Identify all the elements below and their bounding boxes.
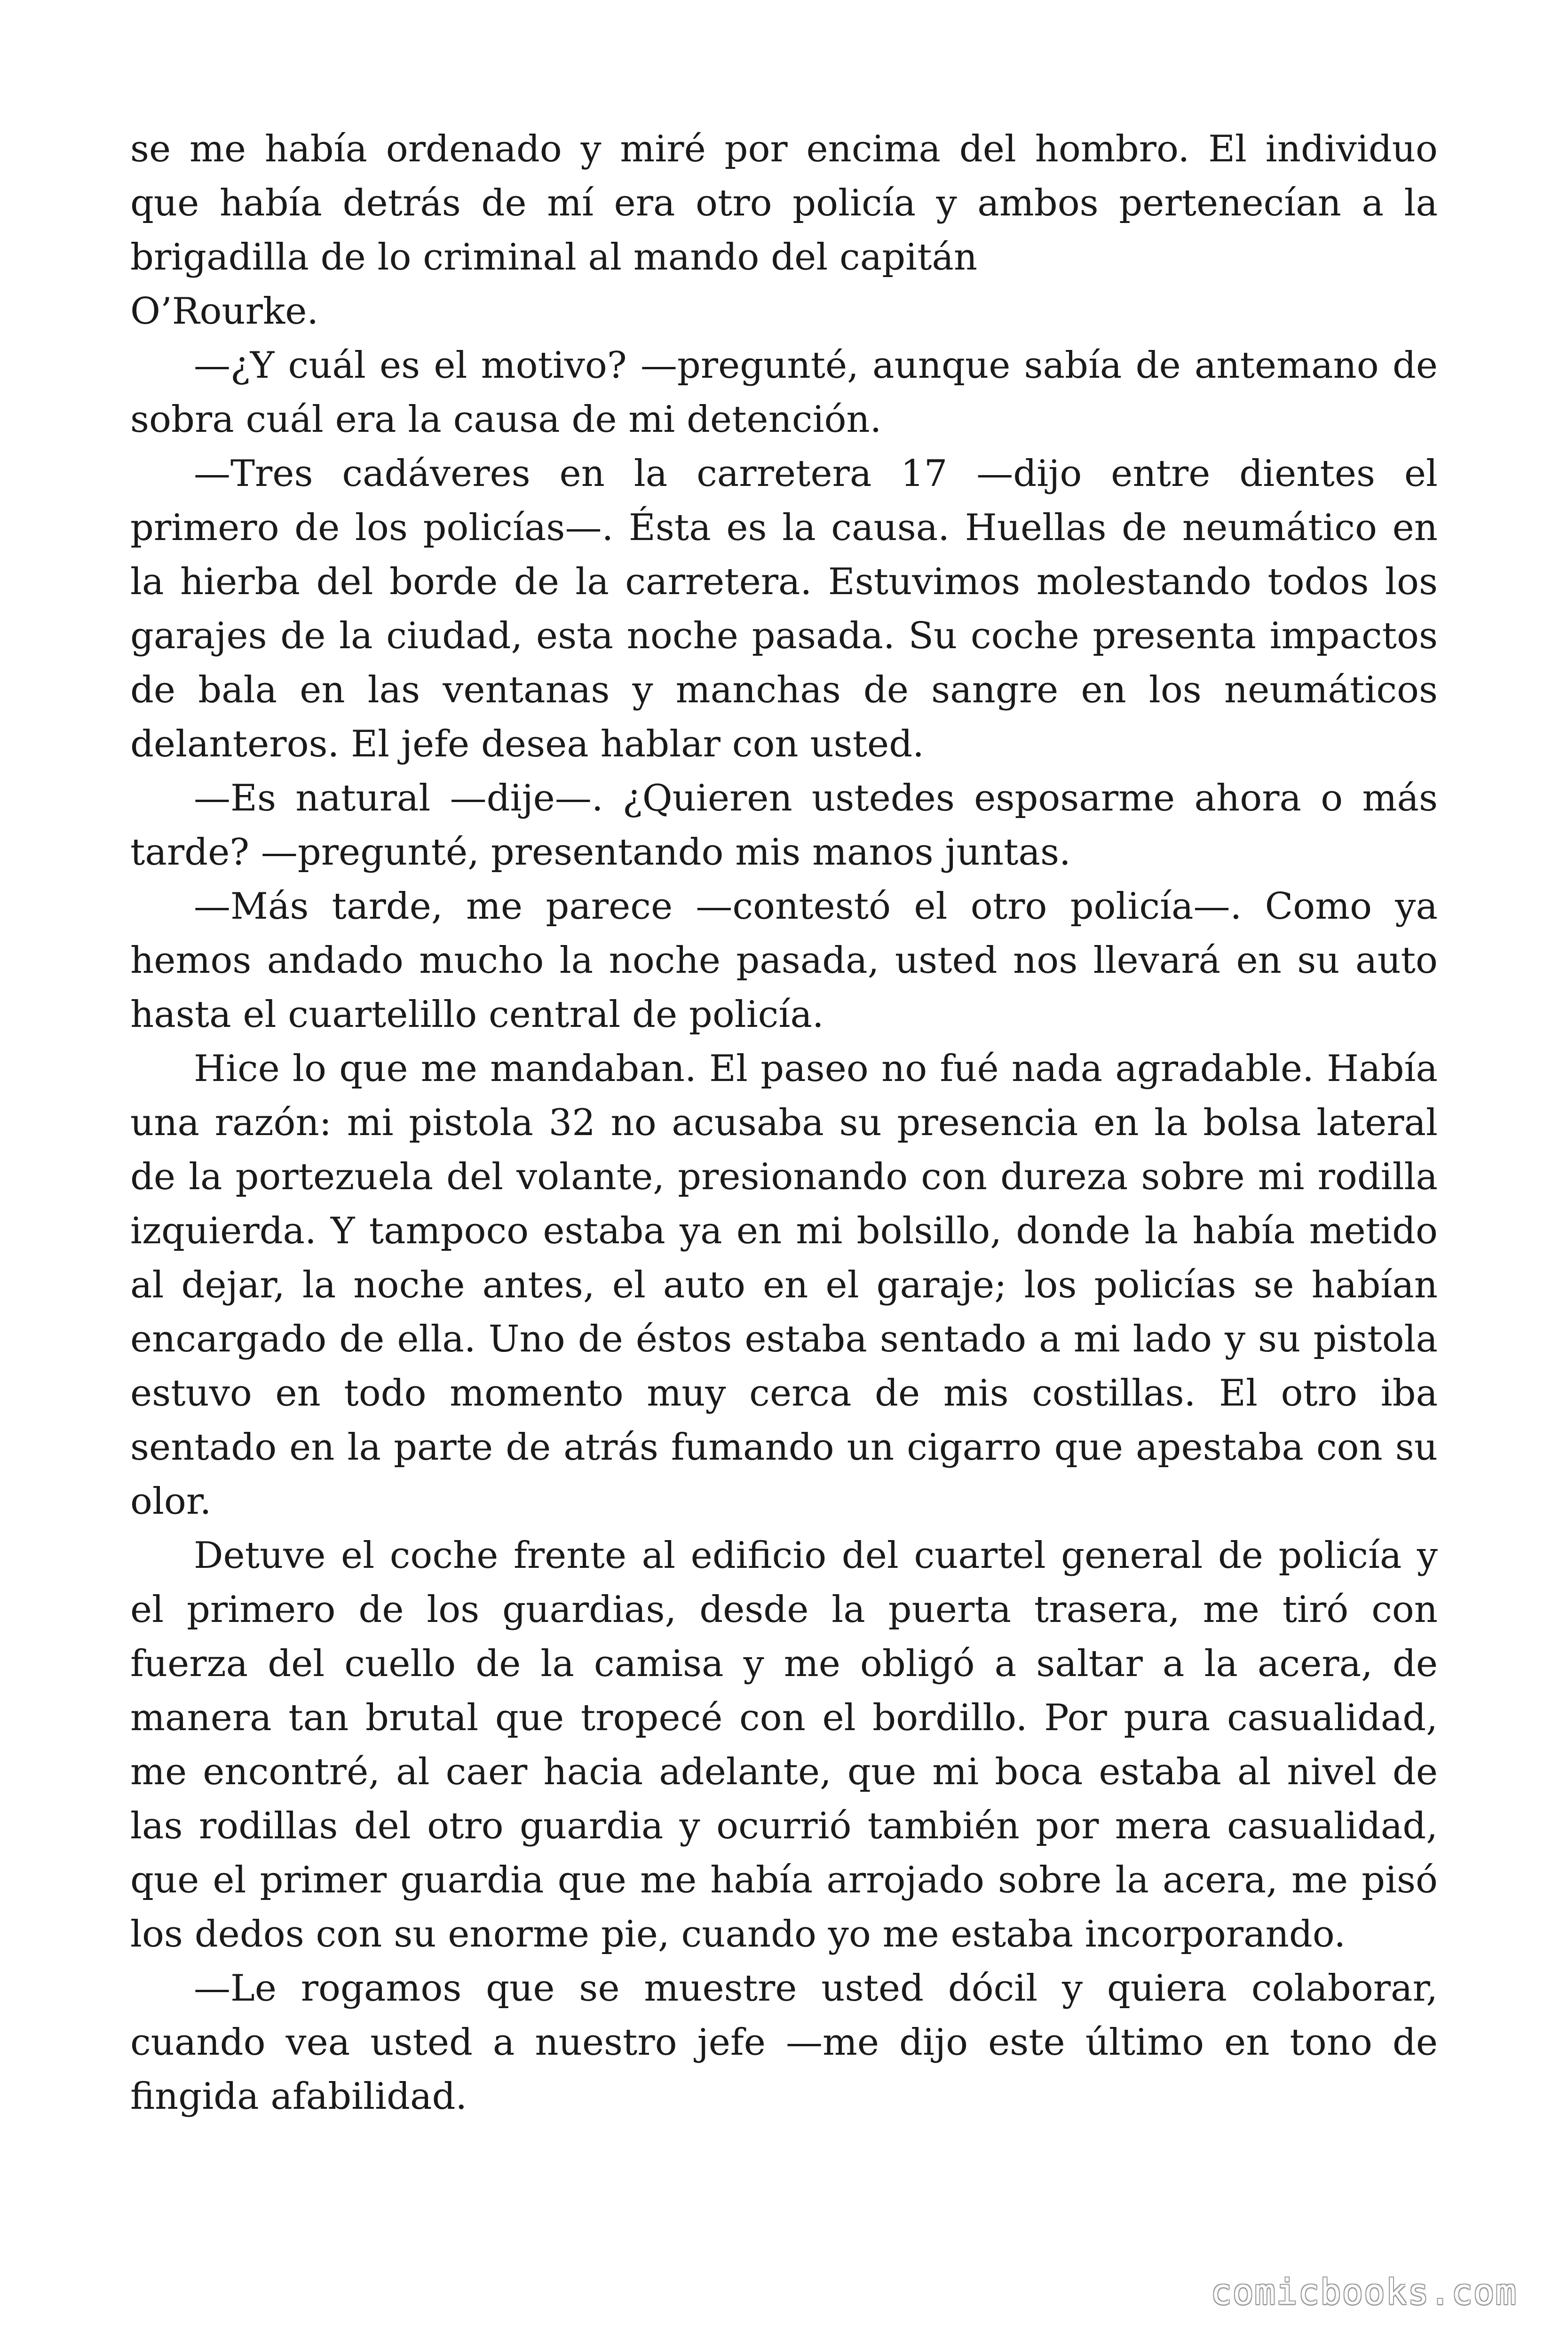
paragraph-2: —¿Y cuál es el motivo? —pregunté, aunque sabía de antemano de sobra cuál era la causa de mi detención. [130,344,1438,441]
watermark: comicbooks.com [1211,2272,1517,2312]
paragraph-7: Detuve el coche frente al edificio del cuartel general de policía y el primero de los guardias, desde la puerta trasera, me tiró con fuerza del cuello de la camisa y me obligó a saltar a la acera, de manera tan brutal que tropecé con el bordillo. Por pura casualidad, me encontré, al caer hacia adelante, que mi boca estaba al nivel de las rodillas del otro guardia y ocurrió también por mera casualidad, que el primer guardia que me había arrojado sobre la acera, me pisó los dedos con su enorme pie, cuando yo me estaba incorporando. [130,1534,1438,1955]
page-body [130,122,1438,2124]
paragraph-1 [130,122,1438,339]
paragraph-3: —Tres cadáveres en la carretera 17 —dijo entre dientes el primero de los policías—. Ésta es la causa. Huellas de neumático en la hierba del borde de la carretera. Estuvimos molestando todos los garajes de la ciudad, esta noche pasada. Su coche presenta impactos de bala en las ventanas y manchas de sangre en los neumáticos delanteros. El jefe desea hablar con usted. [130,453,1438,765]
paragraph-1-text: se me había ordenado y miré por encima del hombro. El individuo que había detrás de mí era otro policía y ambos pertenecían a la brigadilla de lo criminal al mando del capitán [130,128,1438,278]
paragraph-1-tail: O’Rourke. [130,290,319,333]
paragraph-8: —Le rogamos que se muestre usted dócil y quiera colaborar, cuando vea usted a nuestro jefe —me dijo este último en tono de fingida afabilidad. [130,1967,1438,2118]
paragraph-4: —Es natural —dije—. ¿Quieren ustedes esposarme ahora o más tarde? —pregunté, presentando mis manos juntas. [130,777,1438,874]
paragraph-6: Hice lo que me mandaban. El paseo no fué nada agradable. Había una razón: mi pistola 32 no acusaba su presencia en la bolsa lateral de la portezuela del volante, presionando con dureza sobre mi rodilla izquierda. Y tampoco estaba ya en mi bolsillo, donde la había metido al dejar, la noche antes, el auto en el garaje; los policías se habían encargado de ella. Uno de éstos estaba sentado a mi lado y su pistola estuvo en todo momento muy cerca de mis costillas. El otro iba sentado en la parte de atrás fumando un cigarro que apestaba con su olor. [130,1048,1438,1523]
paragraph-5: —Más tarde, me parece —contestó el otro policía—. Como ya hemos andado mucho la noche pasada, usted nos llevará en su auto hasta el cuartelillo central de policía. [130,885,1438,1036]
